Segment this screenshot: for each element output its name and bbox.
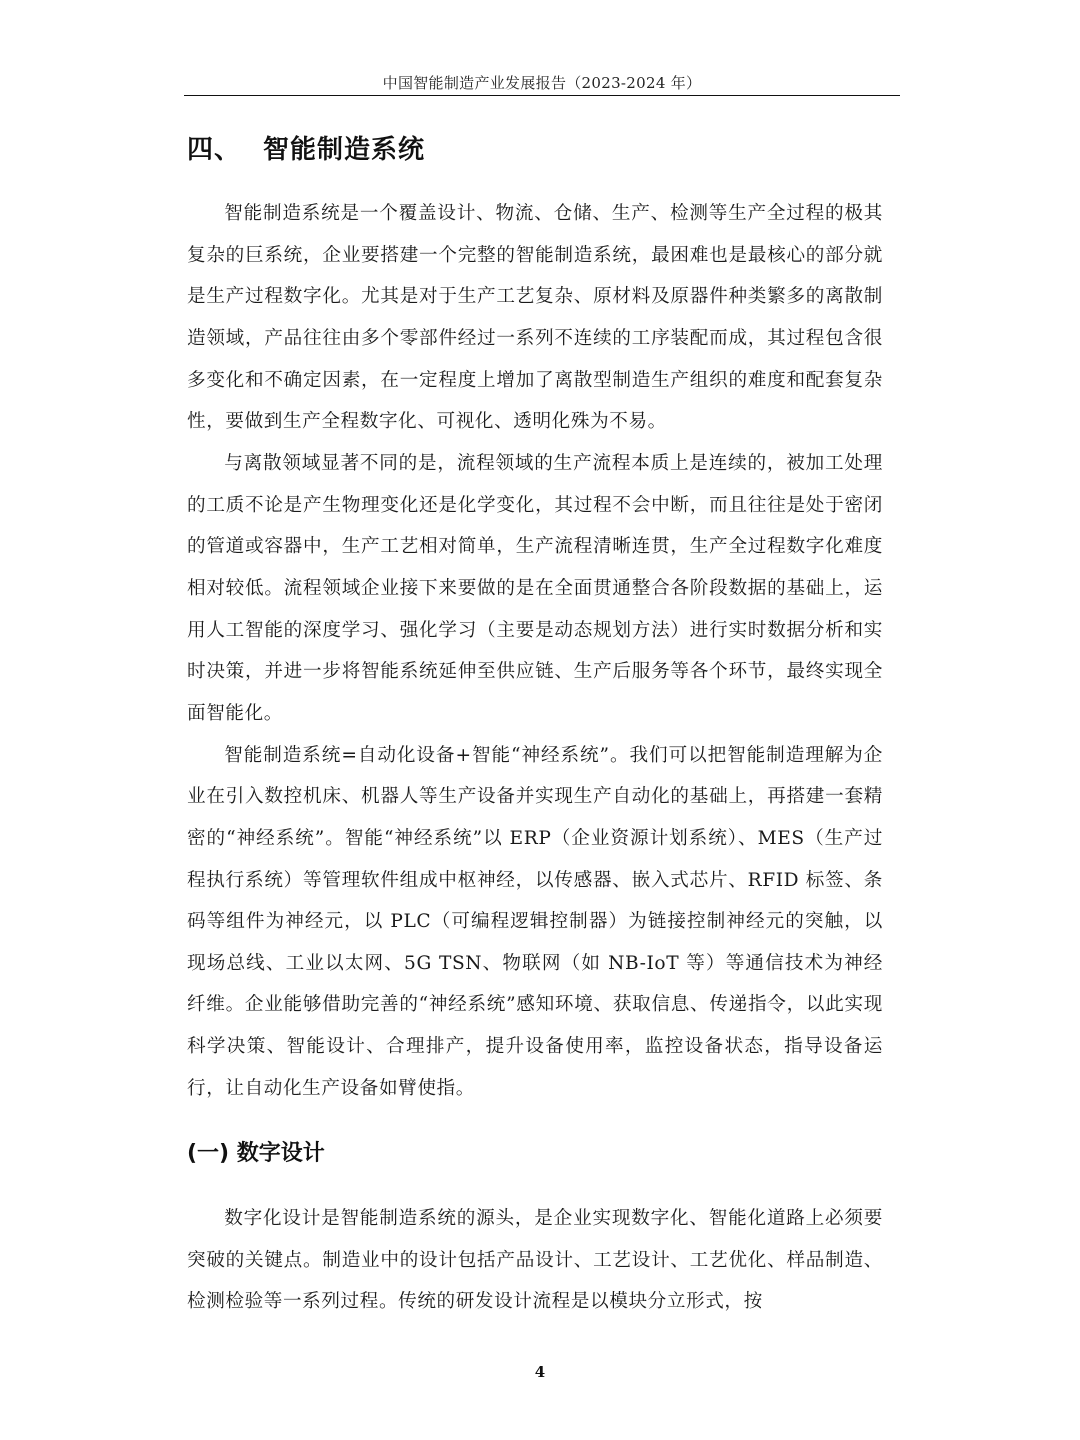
subsection-body (187, 1198, 883, 1323)
section-body (187, 193, 883, 1109)
paragraph: 智能制造系统是一个覆盖设计、物流、仓储、生产、检测等生产全过程的极其复杂的巨系统，企业要搭建一个完整的智能制造系统，最困难也是最核心的部分就是生产过程数字化。尤其是对于生产工艺复杂、原材料及原器件种类繁多的离散制造领域，产品往往由多个零部件经过一系列不连续的工序装配而成，其过程包含很多变化和不确定因素，在一定程度上增加了离散型制造生产组织的难度和配套复杂性，要做到生产全程数字化、可视化、透明化殊为不易。 (187, 203, 883, 433)
header-rule (184, 95, 900, 96)
paragraph: 智能制造系统=自动化设备+智能“神经系统”。我们可以把智能制造理解为企业在引入数控机床、机器人等生产设备并实现生产自动化的基础上，再搭建一套精密的“神经系统”。智能“神经系统”以 ERP（企业资源计划系统）、MES（生产过程执行系统）等管理软件组成中枢神经，以传感器、嵌入式芯片、RFID 标签、条码等组件为神经元，以 PLC（可编程逻辑控制器）为链接控制神经元的突触，以现场总线、工业以太网、5G TSN、物联网（如 NB-IoT 等）等通信技术为神经纤维。企业能够借助完善的“神经系统”感知环境、获取信息、传递指令，以此实现科学决策、智能设计、合理排产，提升设备使用率，监控设备状态，指导设备运行，让自动化生产设备如臂使指。 (187, 744, 883, 1099)
section-heading (187, 130, 425, 170)
running-header: 中国智能制造产业发展报告（2023-2024 年） (382, 74, 702, 92)
subsection-heading: (一) 数字设计 (187, 1141, 325, 1166)
section-number: 四、 (187, 135, 242, 165)
section-title: 智能制造系统 (263, 135, 426, 165)
page-number: 4 (534, 1363, 546, 1381)
paragraph: 与离散领域显著不同的是，流程领域的生产流程本质上是连续的，被加工处理的工质不论是产生物理变化还是化学变化，其过程不会中断，而且往往是处于密闭的管道或容器中，生产工艺相对简单，生产流程清晰连贯，生产全过程数字化难度相对较低。流程领域企业接下来要做的是在全面贯通整合各阶段数据的基础上，运用人工智能的深度学习、强化学习（主要是动态规划方法）进行实时数据分析和实时决策，并进一步将智能系统延伸至供应链、生产后服务等各个环节，最终实现全面智能化。 (187, 452, 883, 724)
paragraph: 数字化设计是智能制造系统的源头，是企业实现数字化、智能化道路上必须要突破的关键点。制造业中的设计包括产品设计、工艺设计、工艺优化、样品制造、检测检验等一系列过程。传统的研发设计流程是以模块分立形式，按 (187, 1208, 883, 1313)
